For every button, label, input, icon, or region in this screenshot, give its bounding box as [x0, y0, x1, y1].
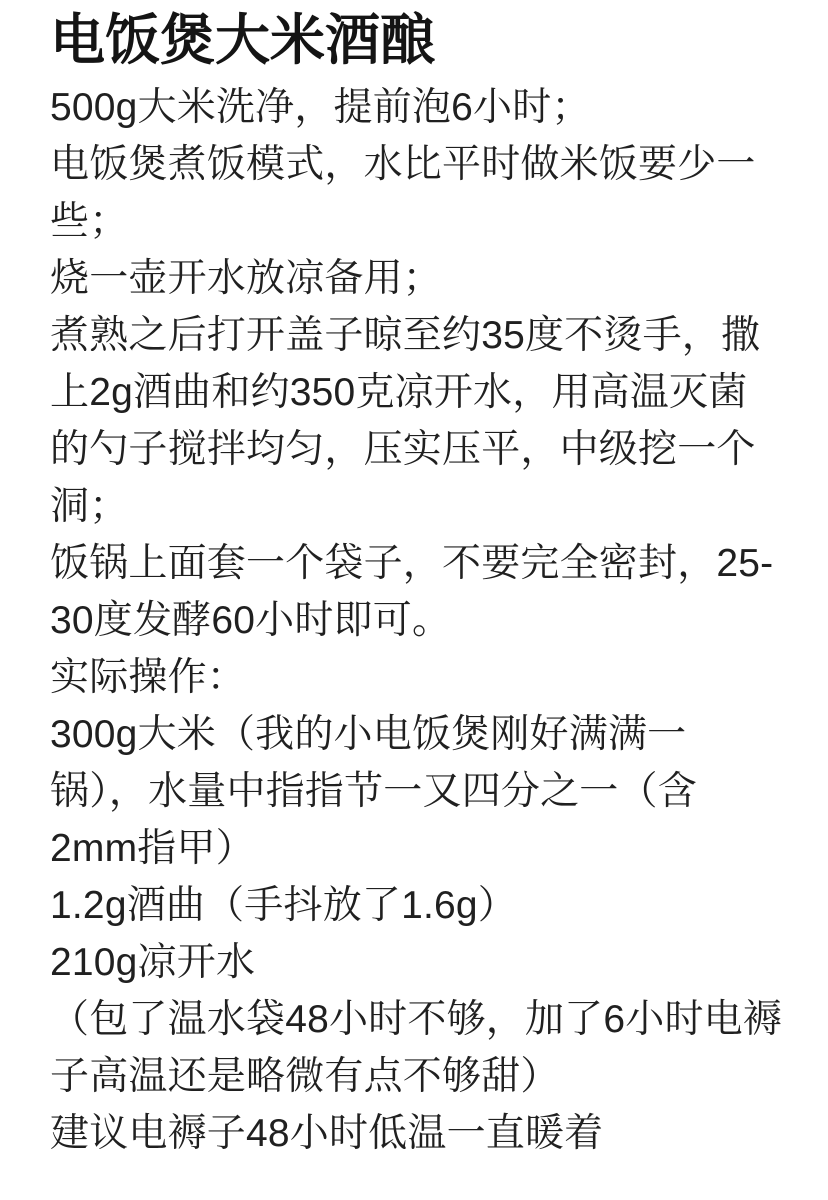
paragraph: 烧一壶开水放凉备用； [50, 256, 443, 300]
paragraph: 300g大米（我的小电饭煲刚好满满一锅），水量中指指节一又四分之一（含2mm指甲） [50, 712, 697, 870]
paragraph: 实际操作： [50, 655, 247, 699]
page-title: 电饭煲大米酒酿 [50, 9, 436, 71]
document-body [50, 79, 784, 1162]
paragraph: （包了温水袋48小时不够，加了6小时电褥子高温还是略微有点不够甜） [50, 997, 783, 1098]
paragraph: 1.2g酒曲（手抖放了1.6g） [50, 883, 518, 927]
paragraph: 500g大米洗净，提前泡6小时； [50, 85, 591, 129]
paragraph: 煮熟之后打开盖子晾至约35度不烫手，撒上2g酒曲和约350克凉开水，用高温灭菌的勺子搅拌均匀，压实压平，中级挖一个洞； [50, 313, 761, 528]
paragraph: 饭锅上面套一个袋子，不要完全密封，25-30度发酵60小时即可。 [50, 541, 774, 642]
paragraph: 建议电褥子48小时低温一直暖着 [50, 1111, 604, 1155]
paragraph: 电饭煲煮饭模式，水比平时做米饭要少一些； [50, 142, 756, 243]
paragraph: 210g凉开水 [50, 940, 256, 984]
